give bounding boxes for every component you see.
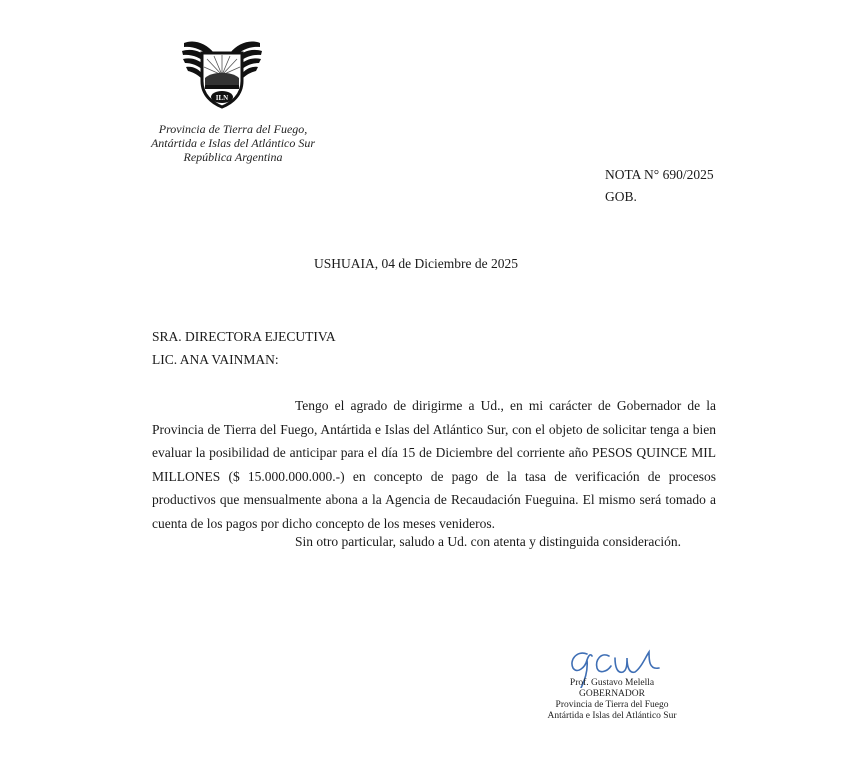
- signatory-name: Prof. Gustavo Melella: [569, 678, 655, 688]
- closing-line: Sin otro particular, saludo a Ud. con atenta y distinguida consideración.: [295, 534, 681, 549]
- seal-text: ILN: [215, 94, 229, 102]
- recipient-name: LIC. ANA VAINMAN:: [152, 352, 279, 367]
- signatory-org-line: Antártida e Islas del Atlántico Sur: [547, 711, 677, 721]
- letterhead-line: Antártida e Islas del Atlántico Sur: [150, 136, 316, 150]
- note-number: NOTA N° 690/2025: [605, 167, 714, 182]
- note-reference: [605, 164, 714, 208]
- letterhead-line: República Argentina: [183, 150, 283, 164]
- letterhead-line: Provincia de Tierra del Fuego,: [158, 122, 308, 136]
- date-line: USHUAIA, 04 de Diciembre de 2025: [314, 256, 518, 271]
- letter-body: Tengo el agrado de dirigirme a Ud., en mi carácter de Gobernador de la Provincia de Tierra del Fuego, Antártida e Islas del Atlántico Sur, con el objeto de solicitar tenga a bien evaluar la posibilidad de anticipar para el día 15 de Diciembre del corriente año PESOS QUINCE MIL MILLONES ($ 15.000.000.000.-) en concepto de pago de la tasa de verificación de procesos productivos que mensualmente abona a la Agencia de Recaudación Fueguina. El mismo será tomado a cuenta de los pagos por dicho concepto de los meses venideros.: [152, 398, 716, 531]
- recipient: [152, 325, 336, 371]
- signatory-title: GOBERNADOR: [579, 689, 645, 699]
- recipient-title: SRA. DIRECTORA EJECUTIVA: [152, 329, 336, 344]
- provincial-seal-icon: [180, 35, 264, 111]
- signatory-org-line: Provincia de Tierra del Fuego: [555, 700, 669, 710]
- letterhead-organization: [140, 122, 326, 164]
- signature-block: [537, 678, 687, 722]
- note-office: GOB.: [605, 189, 637, 204]
